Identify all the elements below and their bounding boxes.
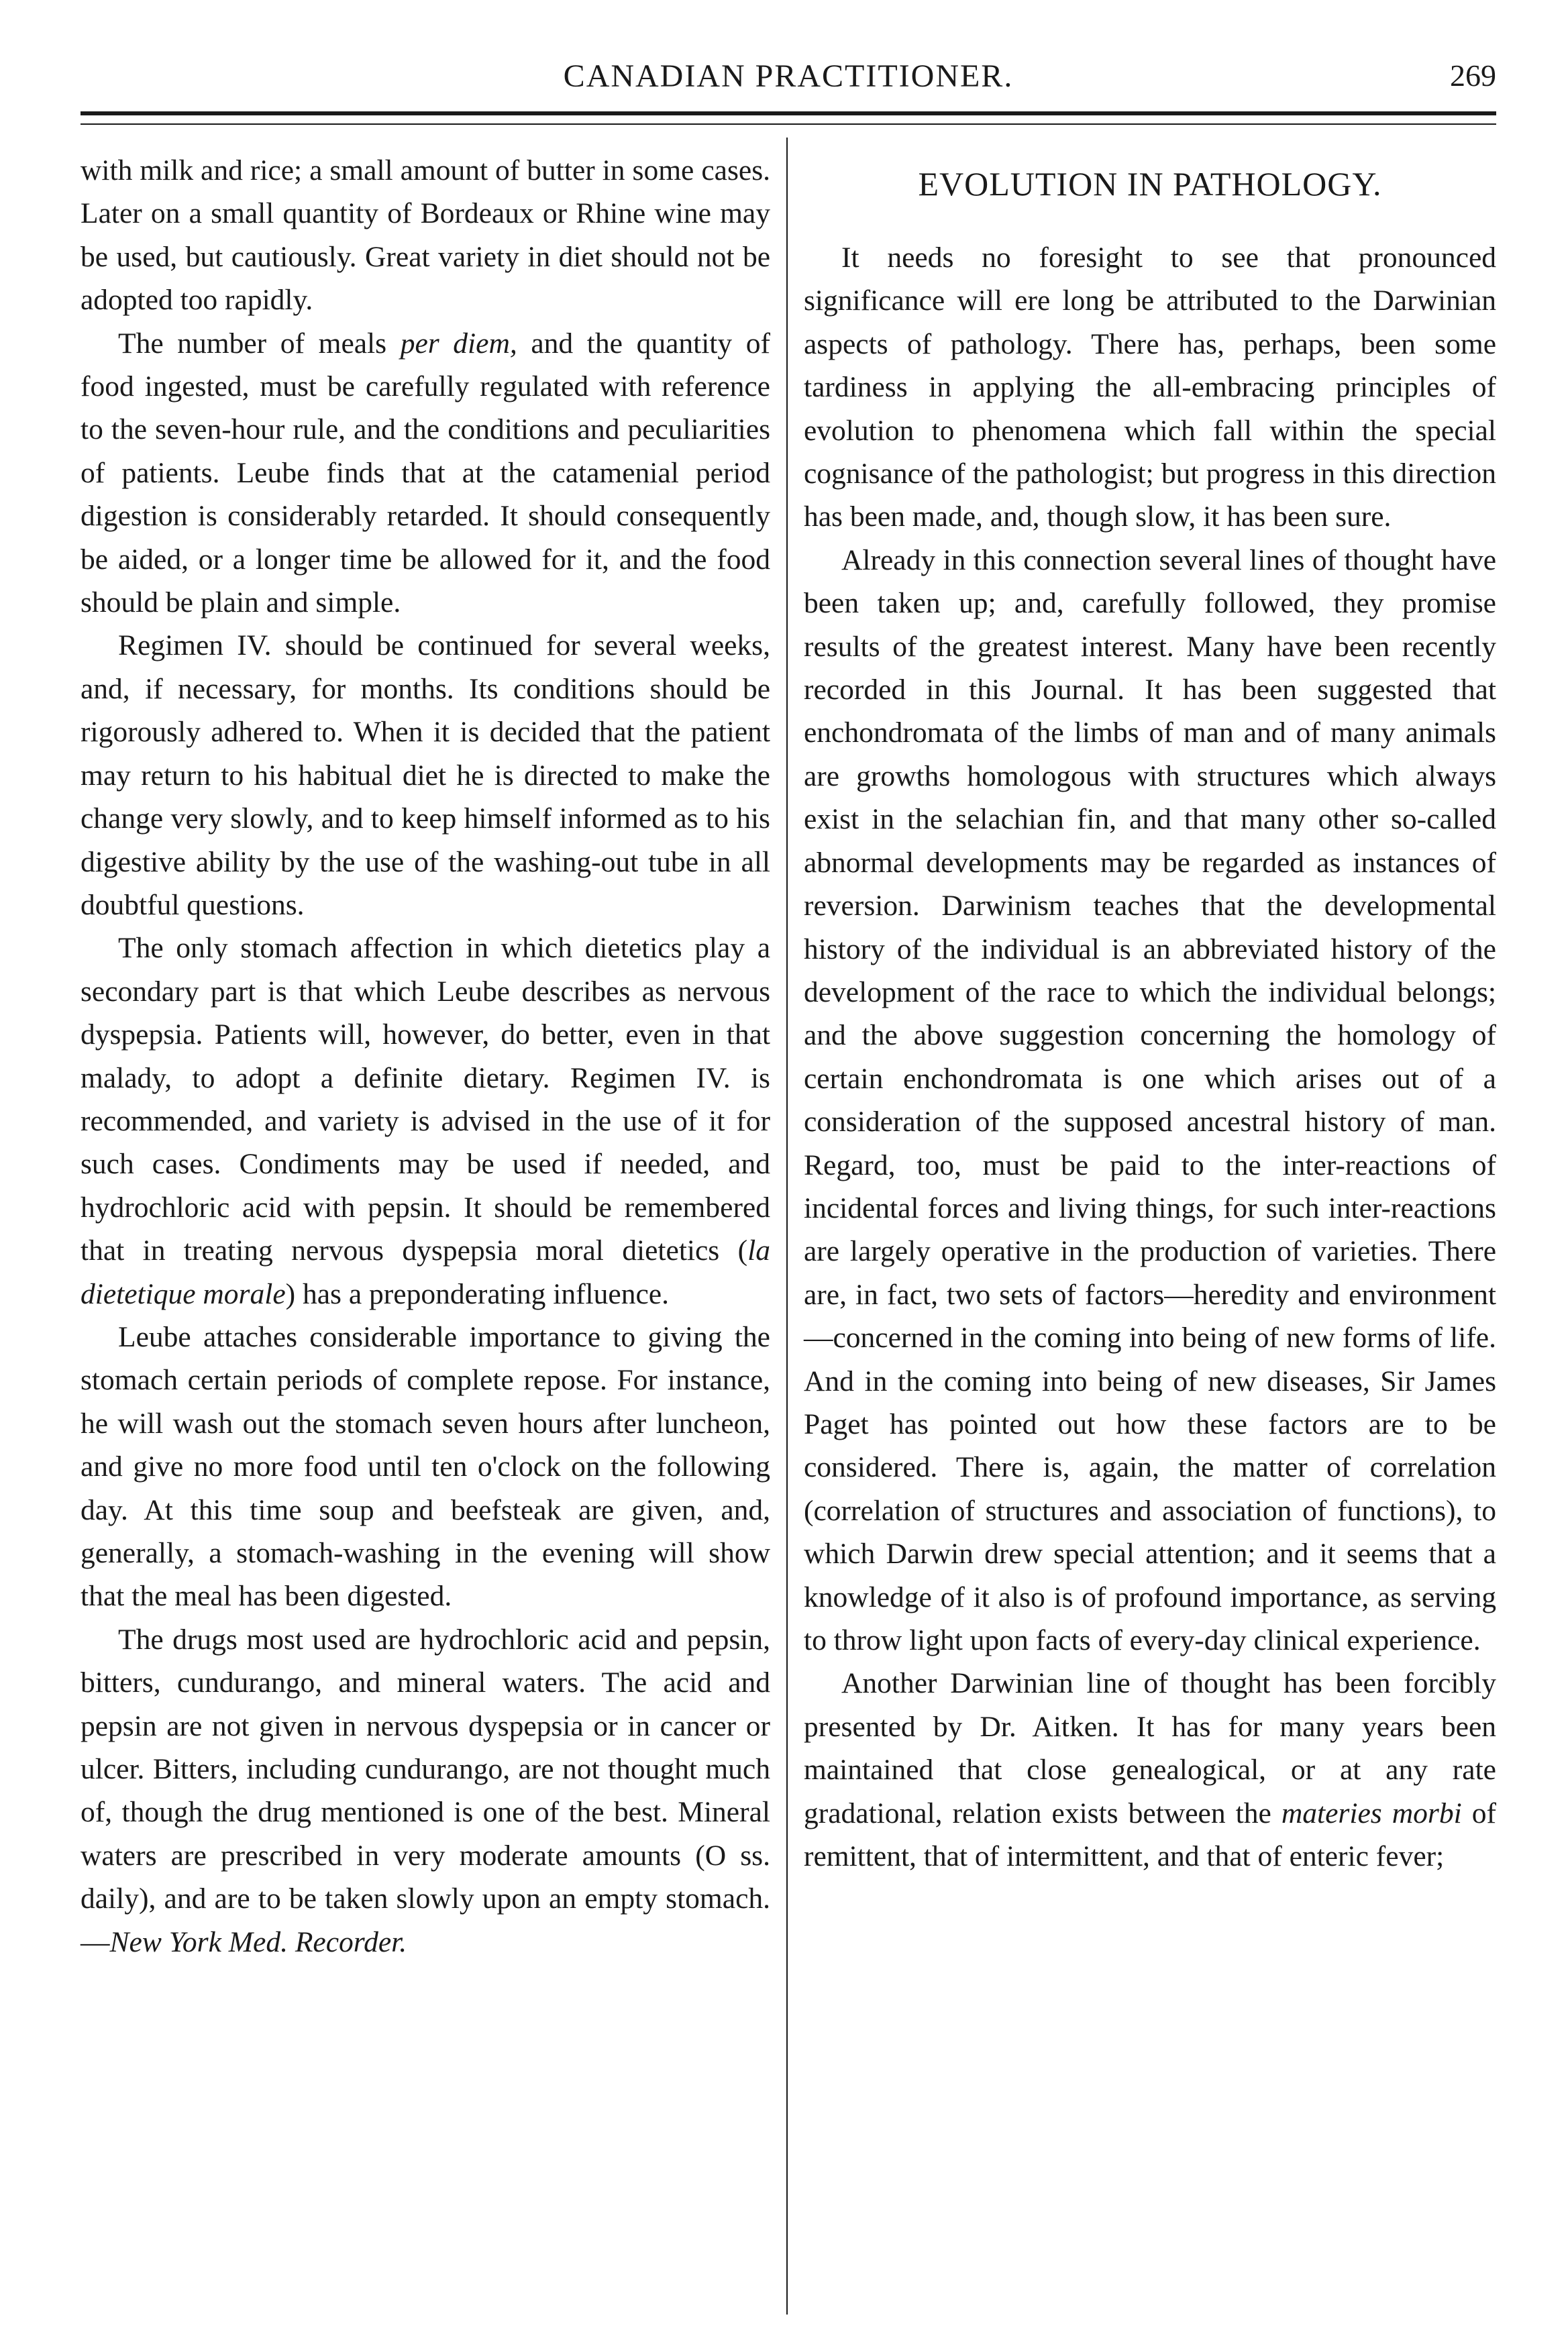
text-run: The number of meals xyxy=(118,327,401,360)
left-paragraph-3: Regimen IV. should be continued for several weeks, and, if necessary, for months. Its conditions should be rigorously adhered to. When it is decided that the patient may return to his habitual diet he is directed to make the change very slowly, and to keep himself informed as to his digestive ability by the use of the washing-out tube in all doubtful questions. xyxy=(81,629,770,921)
journal-title: CANADIAN PRACTITIONER. xyxy=(563,58,1014,94)
text-run: The drugs most used are hydrochloric acid and pepsin, bitters, cundurango, and mineral waters. The acid and pepsin are not given in nervous dyspepsia or in cancer or ulcer. Bitters, including cundurango, are not thought much of, though the drug mentioned is one of the best. Mineral waters are prescribed in very moderate amounts (O ss. daily), and are to be taken slowly upon an empty stomach.— xyxy=(81,1623,770,1958)
left-paragraph-1: with milk and rice; a small amount of butter in some cases. Later on a small quantity of Bordeaux or Rhine wine may be used, but cautiously. Great variety in diet should not be adopted too rapidly. xyxy=(81,154,770,317)
right-column xyxy=(804,149,1496,1878)
right-paragraph-3 xyxy=(804,1662,1496,1878)
right-paragraph-2: Already in this connection several lines of thought have been taken up; and, carefully followed, they promise results of the greatest interest. Many have been recently recorded in this Journal. It has been suggested that enchondromata of the limbs of man and of many animals are growths homologous with structures which always exist in the selachian fin, and that many other so-called abnormal developments may be regarded as instances of reversion. Darwinism teaches that the developmental history of the individual is an abbreviated history of the development of the race to which the individual belongs; and the above suggestion concerning the homology of certain enchondromata is one which arises out of a consideration of the supposed ancestral history of man. Regard, too, must be paid to the inter-reactions of incidental forces and living things, for such inter-reactions are largely operative in the production of varieties. There are, in fact, two sets of factors—heredity and environment—concerned in the coming into being of new forms of life. And in the coming into being of new diseases, Sir James Paget has pointed out how these factors are to be considered. There is, again, the matter of correlation (correlation of structures and association of functions), to which Darwin drew special attention; and it seems that a knowledge of it also is of profound importance, as serving to throw light upon facts of every-day clinical experience. xyxy=(804,543,1496,1656)
text-run: and the quantity of food ingested, must be carefully regulated with reference to the seven-hour rule, and the conditions and peculiarities of patients. Leube finds that at the catamenial period digestion is considerably retarded. It should consequently be aided, or a longer time be allowed for it, and the food should be plain and simple. xyxy=(81,327,770,619)
italic-run: per diem, xyxy=(400,327,517,360)
left-paragraph-4 xyxy=(81,926,770,1316)
header-rule-thin xyxy=(81,123,1496,125)
page-number: 269 xyxy=(1450,58,1496,93)
left-paragraph-5: Leube attaches considerable importance to giving the stomach certain periods of complete repose. For instance, he will wash out the stomach seven hours after luncheon, and give no more food until ten o'clock on the following day. At this time soup and beefsteak are given, and, generally, a stomach-washing in the evening will show that the meal has been digested. xyxy=(81,1320,770,1613)
text-run: of remittent, that of intermittent, and that of enteric fever; xyxy=(804,1797,1496,1873)
column-divider xyxy=(786,138,788,2315)
left-paragraph-6 xyxy=(81,1618,770,1964)
text-run: The only stomach affection in which dietetics play a secondary part is that which Leube describes as nervous dyspepsia. Patients will, however, do better, even in that malady, to adopt a definite dietary. Regimen IV. is recommended, and variety is advised in the use of it for such cases. Condiments may be used if needed, and hydrochloric acid with pepsin. It should be remembered that in treating nervous dyspepsia moral dietetics ( xyxy=(81,932,770,1267)
right-paragraph-1: It needs no foresight to see that pronounced significance will ere long be attributed to the Darwinian aspects of pathology. There has, perhaps, been some tardiness in applying the all-embracing principles of evolution to phenomena which fall within the special cognisance of the pathologist; but progress in this direction has been made, and, though slow, it has been sure. xyxy=(804,242,1496,533)
text-run: Another Darwinian line of thought has been forcibly presented by Dr. Aitken. It has for many years been maintained that close genealogical, or at any rate gradational, relation exists between the xyxy=(804,1667,1496,1829)
italic-run: materies morbi xyxy=(1281,1797,1462,1829)
text-run: ) has a preponderating influence. xyxy=(285,1277,669,1310)
left-paragraph-2 xyxy=(81,322,770,625)
running-head xyxy=(81,52,1496,99)
header-rule-thick xyxy=(81,111,1496,115)
italic-run: la dietetique morale xyxy=(81,1234,770,1310)
left-column xyxy=(81,149,770,1964)
section-title: EVOLUTION IN PATHOLOGY. xyxy=(918,165,1382,203)
source-citation: New York Med. Recorder. xyxy=(109,1925,407,1958)
